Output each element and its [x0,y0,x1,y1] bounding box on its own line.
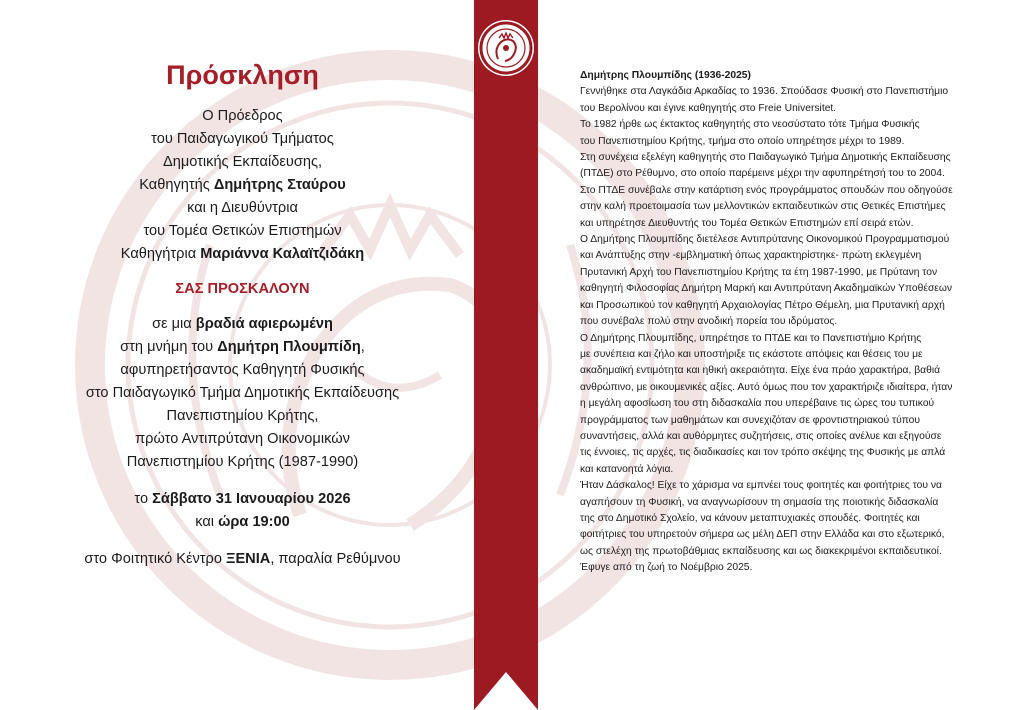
event-date: Σάββατο 31 Ιανουαρίου 2026 [152,491,351,507]
bio-line: Ο Δημήτρης Πλουμπίδης διετέλεσε Αντιπρύτανης Οικονομικού Προγραμματισμού [580,234,950,246]
cohost-name-line [30,243,455,266]
invitation-panel [30,58,455,571]
venue-name: ΞΕΝΙΑ [226,551,271,567]
bio-line: της στο Δημοτικό Σχολείο, να κάνουν μεταπτυχιακές σπουδές. Φοιτητές και [580,512,920,524]
host-prefix: Καθηγητής [139,177,214,193]
invitation-title: Πρόσκληση [166,60,319,90]
cohost-prefix: Καθηγήτρια [120,246,201,262]
host-name: Δημήτρης Σταύρου [213,177,346,193]
event-prefix: σε μια [152,316,196,332]
event-line [30,313,455,336]
biography-panel [580,68,985,577]
bio-line: ως στελέχη της πρωτοβάθμιας εκπαίδευσης και ως διακεκριμένοι εκπαιδευτικοί. [580,545,942,557]
bio-line: του Πανεπιστημίου Κρήτης, τμήμα στο οποίο υπηρέτησε μέχρι το 1989. [580,135,905,147]
desc-line-4: πρώτο Αντιπρύτανη Οικονομικών [135,431,350,447]
bio-line: Γεννήθηκε στα Λαγκάδια Αρκαδίας το 1936. Σπούδασε Φυσική στο Πανεπιστήμιο [580,86,949,98]
memory-name: Δημήτρη Πλουμπίδη [217,339,361,355]
venue-suffix: , παραλία Ρεθύμνου [270,551,401,567]
cohost-line-2: του Τομέα Θετικών Επιστημών [143,223,342,239]
date-line [30,488,455,511]
bio-line: ακαδημαϊκή εντιμότητα και ηθική ακεραιότητα. Είχε ένα πράο χαρακτήρα, βαθιά [580,365,941,377]
bio-heading: Δημήτρης Πλουμπίδης (1936-2025) [580,70,751,81]
bio-line: Έφυγε από τη ζωή το Νοέμβριο 2025. [580,562,753,574]
bio-line: και Ανάπτυξης στην -εμβληματική όπως χαρακτηρίστηκε- πρώτη εκλεγμένη [580,250,922,262]
bio-line: συναντήσεις, αλλά και αυθόρμητες συζητήσεις, στις οποίες ανέλυε και εξηγούσε [580,430,942,442]
bio-line: καθηγητή Φιλοσοφίας Δημήτρη Μαρκή και Αντιπρύτανη Ακαδημαϊκών Υποθέσεων [580,283,953,295]
memory-line [30,336,455,359]
cohost-line-1: και η Διευθύντρια [187,200,298,216]
time-prefix: και [195,514,219,530]
bio-line: προγράμματος των μαθημάτων και συνεχιζόταν σε φροντιστηριακού τύπου [580,414,921,426]
bio-line: Ήταν Δάσκαλος! Είχε το χάρισμα να εμπνέει τους φοιτητές και φοιτήτριες του να [580,480,942,492]
bio-line: τις έννοιες, τις αρχές, τις διαδικασίες και τον τρόπο σκέψης της Φυσικής με απλά [580,447,946,459]
red-ribbon [474,0,538,710]
desc-line-1: αφυπηρετήσαντος Καθηγητή Φυσικής [120,362,365,378]
host-line-2: του Παιδαγωγικού Τμήματος [151,131,334,147]
bio-line: Το 1982 ήρθε ως έκτακτος καθηγητής στο νεοσύστατο τότε Τμήμα Φυσικής [580,119,920,131]
bio-line: Στο ΠΤΔΕ συνέβαλε στην κατάρτιση ενός προγράμματος σπουδών που οδηγούσε [580,184,953,196]
desc-line-2: στο Παιδαγωγικό Τμήμα Δημοτικής Εκπαίδευσης [85,385,400,401]
bio-line: και υπηρέτησε Διευθυντής του Τομέα Θετικών Επιστημών επί σειρά ετών. [580,217,914,229]
memory-suffix: , [360,339,365,355]
bio-line: στην καλή προετοιμασία των μελλοντικών εκπαιδευτικών στις Θετικές Επιστήμες [580,201,946,213]
event-time: ώρα 19:00 [218,514,290,530]
bio-line: του Βερολίνου και έγινε καθηγητής στο Freie Universitet. [580,102,837,114]
bio-line: Πρυτανική Αρχή του Πανεπιστημίου Κρήτης τα έτη 1987-1990, με Πρύτανη τον [580,266,938,278]
host-name-line [30,174,455,197]
bio-line: (ΠΤΔΕ) στο Ρέθυμνο, στο οποίο παρέμεινε μέχρι την αφυπηρέτησή του το 2004. [580,168,945,180]
bio-line: η μεγάλη αφοσίωση του στη διδασκαλία που υπερέβαινε τις ώρες του τυπικού [580,398,935,410]
bio-line: Στη συνέχεια εξελέγη καθηγητής στο Παιδαγωγικό Τμήμα Δημοτικής Εκπαίδευσης [580,152,951,164]
time-line [30,511,455,534]
bio-line: με συνέπεια και ζήλο και υποστήριξε τις εκάστοτε απόψεις και θέσεις του με [580,348,923,360]
memory-prefix: στη μνήμη του [120,339,218,355]
event-name: βραδιά αφιερωμένη [195,316,333,332]
desc-line-3: Πανεπιστημίου Κρήτης, [166,408,319,424]
invite-heading: ΣΑΣ ΠΡΟΣΚΑΛΟΥΝ [175,281,310,297]
bio-line: και κατανοητά λόγια. [580,463,674,475]
venue-line [30,548,455,571]
date-prefix: το [134,491,153,507]
bio-line: που συνέβαλε πολύ στην ανοδική πορεία του ιδρύματος. [580,316,838,328]
bio-line: ανθρώπινο, με οικουμενικές αξίες. Αυτό όμως που τον χαρακτήριζε ιδιαίτερα, ήταν [580,381,953,393]
bio-line: Ο Δημήτρης Πλουμπίδης, υπηρέτησε το ΠΤΔΕ και το Πανεπιστήμιο Κρήτης [580,332,922,344]
venue-prefix: στο Φοιτητικό Κέντρο [84,551,227,567]
bio-line: φοιτήτριες του υπηρετούν σήμερα ως μέλη ΔΕΠ στην Ελλάδα και στο εξωτερικό, [580,529,945,541]
university-seal-icon [476,18,536,78]
bio-text [580,84,985,576]
desc-line-5: Πανεπιστημίου Κρήτης (1987-1990) [126,454,359,470]
cohost-name: Μαριάννα Καλαϊτζιδάκη [200,246,365,262]
bio-line: και Προσωπικού τον καθηγητή Αρχαιολογίας Πέτρο Θέμελη, μια Πρυτανική αρχή [580,299,945,311]
host-line-3: Δημοτικής Εκπαίδευσης, [162,154,323,170]
bio-line: αγαπήσουν τη Φυσική, να αναγνωρίσουν τη σημασία της ποιοτικής διδασκαλία [580,496,939,508]
host-line-1: Ο Πρόεδρος [202,108,283,124]
